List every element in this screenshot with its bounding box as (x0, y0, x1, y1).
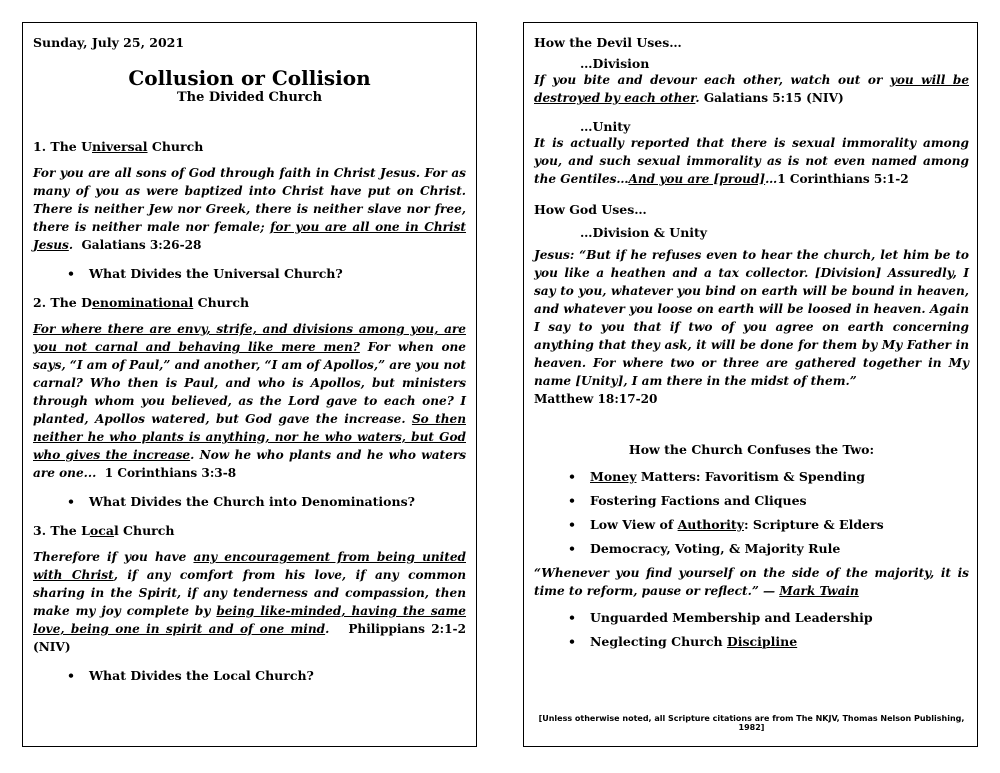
scripture-galatians-5: If you bite and devour each other, watch out or you will be destroyed by each other. Galatians 5:15 (NIV) (534, 73, 970, 105)
subheading-unity: …Unity (580, 119, 631, 134)
bullet-discipline: • Neglecting Church Discipline (568, 634, 969, 649)
page-subtitle: The Divided Church (176, 90, 323, 105)
heading-universal: 1. The Universal Church (33, 139, 204, 154)
footnote: [Unless otherwise noted, all Scripture citations are from The NKJV, Thomas Nelson Publishing, 1982] (538, 714, 965, 732)
heading-church-confuses: How the Church Confuses the Two: (628, 442, 875, 457)
scripture-philippians: Therefore if you have any encouragement from being united with Christ, if any comfort from his love, if any common sharing in the Spirit, if any tenderness and compassion, then make my joy complete by being like-minded, having the same love, being one in spirit and of one mind. Philippians 2:1-2 (NIV) (33, 550, 467, 654)
subheading-division-unity: …Division & Unity (580, 225, 708, 240)
heading-devil-uses: How the Devil Uses… (534, 35, 682, 50)
heading-local: 3. The Local Church (33, 523, 175, 538)
bullet-membership: • Unguarded Membership and Leadership (568, 610, 969, 625)
scripture-corinthians-5: It is actually reported that there is sexual immorality among you, and such sexual immorality as is not even named among the Gentiles…And you are [proud]…1 Corinthians 5:1-2 (534, 136, 969, 186)
scripture-corinthians: For where there are envy, strife, and divisions among you, are you not carnal and behaving like mere men? For when one says, “I am of Paul,” and another, “I am of Apollos,” are you not carnal? Who then is Paul, and who is Apollos, but ministers through whom you believed, as the Lord gave to each one? I planted, Apollos watered, but God gave the increase. So then neither he who plants is anything, nor he who waters, but God who gives the increase. Now he who plants and he who waters are one... 1 Corinthians 3:3-8 (33, 322, 466, 480)
bullet-authority: • Low View of Authority: Scripture & Elders (568, 517, 969, 532)
bullet-money: • Money Matters: Favoritism & Spending (568, 469, 969, 484)
bullet-factions: • Fostering Factions and Cliques (568, 493, 969, 508)
right-page (523, 22, 978, 747)
left-page (22, 22, 477, 747)
scripture-galatians: For you are all sons of God through faith in Christ Jesus. For as many of you as were baptized into Christ have put on Christ. There is neither Jew nor Greek, there is neither slave nor free, there is neither male nor female; for you are all one in Christ Jesus. Galatians 3:26-28 (33, 166, 467, 252)
heading-god-uses: How God Uses… (534, 202, 647, 217)
heading-denominational: 2. The Denominational Church (33, 295, 250, 310)
bullet-democracy: • Democracy, Voting, & Majority Rule (568, 541, 969, 556)
date: Sunday, July 25, 2021 (33, 35, 185, 50)
bullet-denomination-question: • What Divides the Church into Denominations? (67, 494, 466, 509)
scripture-matthew: Jesus: “But if he refuses even to hear the church, let him be to you like a heathen and a tax collector. [Division] Assuredly, I say to you, whatever you bind on earth will be bound in heaven, and whatever you loose on earth will be loosed in heaven. Again I say to you that if two of you agree on earth concerning anything that they ask, it will be done for them by My Father in heaven. For where two or three are gathered together in My name [Unity], I am there in the midst of them.” Matthew 18:17-20 (534, 248, 969, 406)
quote-twain: “Whenever you find yourself on the side of the majority, it is time to reform, pause or reflect.” — Mark Twain (534, 566, 969, 598)
bullet-universal-question: • What Divides the Universal Church? (67, 266, 466, 281)
subheading-division: …Division (580, 56, 650, 71)
page-title: Collusion or Collision (128, 66, 371, 90)
bullet-local-question: • What Divides the Local Church? (67, 668, 466, 683)
